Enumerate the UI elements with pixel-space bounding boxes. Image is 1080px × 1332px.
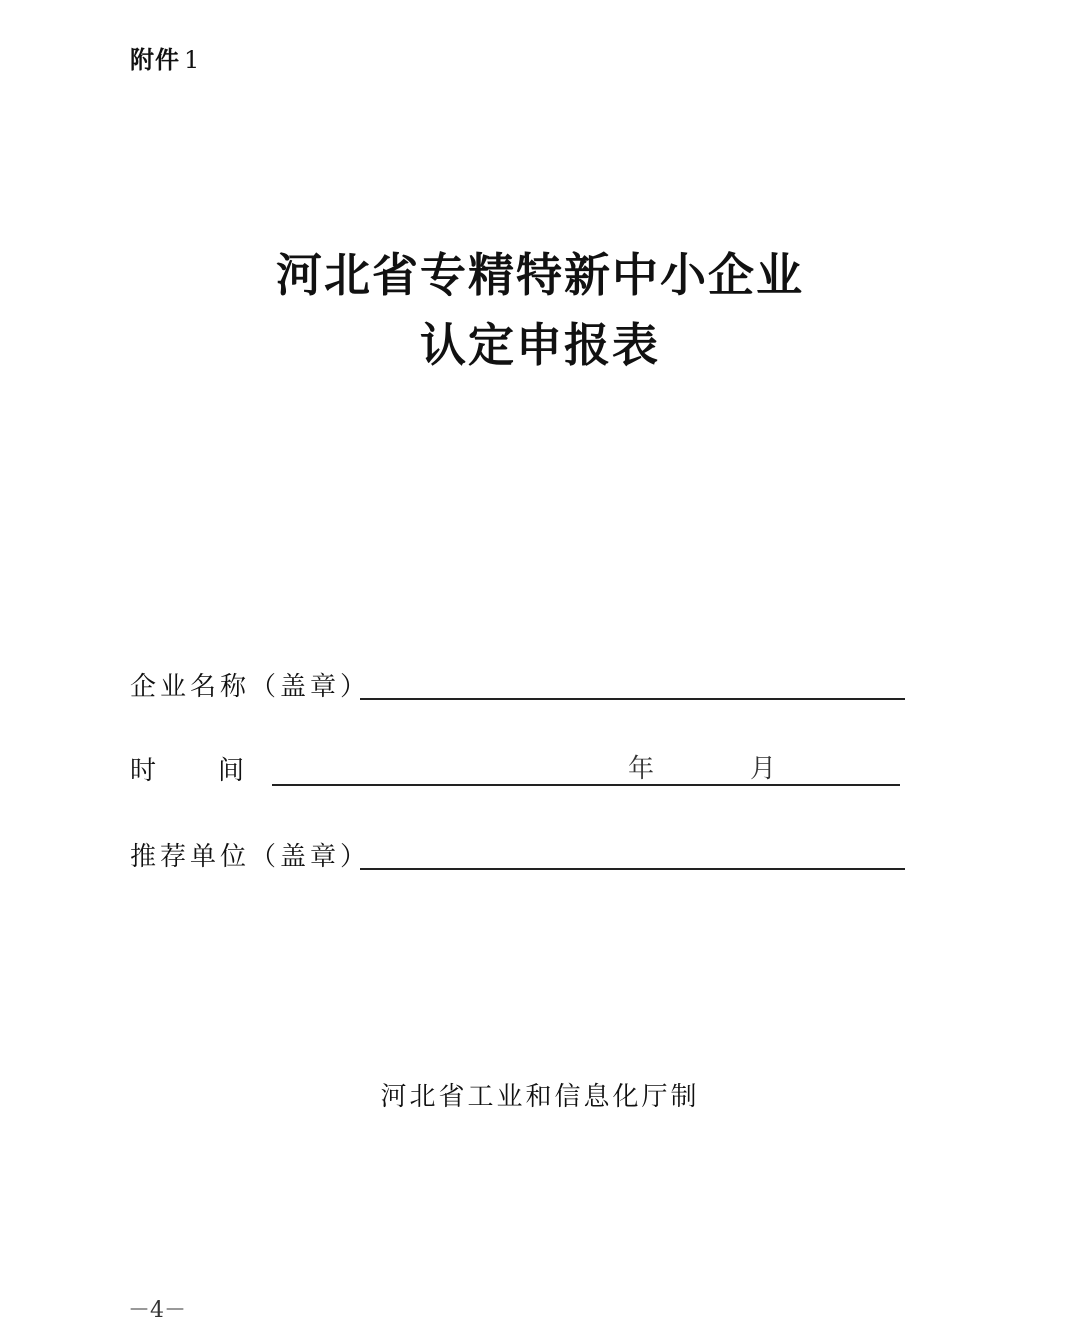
time-blank-line[interactable] [272,784,900,786]
recommender-label: 推荐单位（盖章） [130,842,371,872]
company-name-label: 企业名称（盖章） [130,672,371,702]
document-title-line-2: 认定申报表 [420,318,660,372]
year-unit: 年 [628,754,655,784]
month-unit: 月 [750,754,777,784]
attachment-number: 1 [184,46,201,74]
time-label-second-char: 间 [218,756,245,786]
document-title-line-1: 河北省专精特新中小企业 [276,248,804,302]
page-number: －4－ [128,1298,186,1323]
attachment-label [130,40,200,75]
recommender-blank-line[interactable] [360,868,905,870]
attachment-text: 附件 [130,46,180,74]
company-name-blank-line[interactable] [360,698,905,700]
time-label-first-char: 时 [130,756,157,786]
issuer-text: 河北省工业和信息化厅制 [380,1082,700,1112]
